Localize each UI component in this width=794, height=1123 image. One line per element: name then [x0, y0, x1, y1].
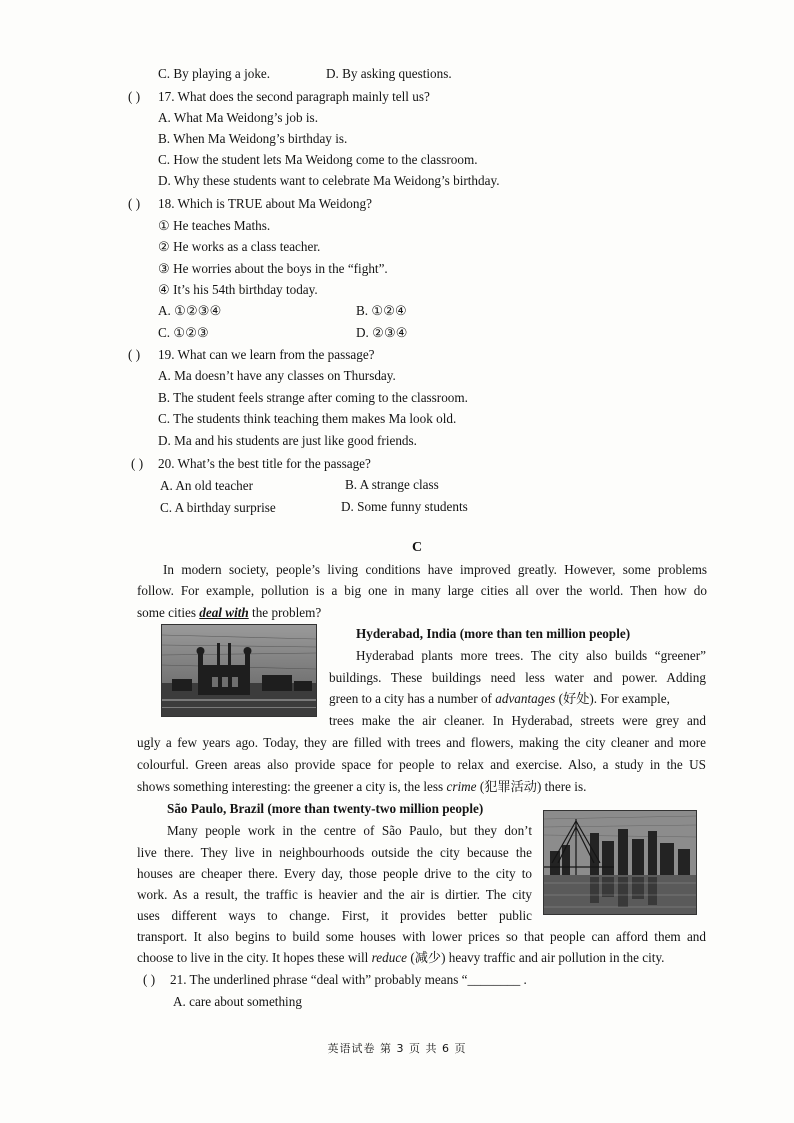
sao-paulo-line-4: work. As a result, the traffic is heavier and the air is dirtier. The city — [137, 887, 532, 902]
q19-option-c: C. The students think teaching them makes Ma look old. — [158, 411, 457, 426]
intro-line-3-end: the problem? — [248, 605, 322, 620]
hyderabad-line-7 — [137, 779, 586, 795]
intro-line-3 — [137, 605, 321, 621]
hyderabad-line-4: trees make the air cleaner. In Hyderabad, streets were grey and — [329, 713, 706, 728]
sao-paulo-line-6: transport. It also begins to build some houses with lower prices so that people can afford them and — [137, 929, 706, 944]
q18-option-a: A. ①②③④ — [158, 303, 222, 318]
q16-option-d: D. By asking questions. — [326, 66, 452, 81]
hyderabad-line-7-end: (犯罪活动) there is. — [476, 779, 587, 794]
intro-line-1: In modern society, people’s living conditions have improved greatly. However, some problems — [163, 562, 707, 577]
hyderabad-line-3 — [329, 691, 670, 707]
q20-option-c: C. A birthday surprise — [160, 500, 276, 515]
hyderabad-line-6: colourful. Green areas also provide space for people to relax and exercise. Also, a study in the US — [137, 757, 706, 772]
q16-option-c: C. By playing a joke. — [158, 66, 271, 81]
q19-option-d: D. Ma and his students are just like good friends. — [158, 433, 417, 448]
q20-option-d: D. Some funny students — [341, 499, 468, 514]
page-footer: 英语试卷 第 3 页 共 6 页 — [327, 1042, 467, 1055]
hyderabad-line-2: buildings. These buildings need less water and power. Adding — [329, 670, 706, 685]
hyderabad-heading: Hyderabad, India (more than ten million people) — [356, 626, 631, 641]
sao-paulo-line-7 — [137, 950, 664, 966]
sao-paulo-line-7-end: (减少) heavy traffic and air pollution in the city. — [407, 950, 665, 965]
q20-option-b: B. A strange class — [345, 477, 439, 492]
q17-answer-blank[interactable]: ( ) — [128, 89, 141, 104]
sao-paulo-line-2: live there. They live in neighbourhoods outside the city because the — [137, 845, 532, 860]
q18-answer-blank[interactable]: ( ) — [128, 196, 141, 211]
sao-paulo-photo-image — [544, 811, 696, 914]
q20-option-a: A. An old teacher — [160, 478, 254, 493]
underlined-phrase-deal-with: deal with — [199, 605, 249, 620]
q17-option-b: B. When Ma Weidong’s birthday is. — [158, 131, 348, 146]
q18-option-c: C. ①②③ — [158, 325, 209, 340]
q18-statement-3: ③ He worries about the boys in the “fight”. — [158, 261, 388, 276]
q18-option-b: B. ①②④ — [356, 303, 407, 318]
q21-answer-blank[interactable]: ( ) — [143, 972, 156, 987]
q18-statement-2: ② He works as a class teacher. — [158, 239, 321, 254]
q21-option-a: A. care about something — [173, 994, 302, 1009]
q19-answer-blank[interactable]: ( ) — [128, 347, 141, 362]
q18-option-d: D. ②③④ — [356, 325, 408, 340]
sao-paulo-photo — [543, 810, 697, 915]
q18-statement-1: ① He teaches Maths. — [158, 218, 271, 233]
hyderabad-line-3-end: (好处). For example, — [555, 691, 670, 706]
hyderabad-line-1: Hyderabad plants more trees. The city also builds “greener” — [356, 648, 706, 663]
sao-paulo-line-7-start: choose to live in the city. It hopes these will — [137, 950, 372, 965]
q17-option-d: D. Why these students want to celebrate Ma Weidong’s birthday. — [158, 173, 500, 188]
intro-line-3-start: some cities — [137, 605, 200, 620]
hyderabad-photo — [161, 624, 317, 717]
intro-line-2: follow. For example, pollution is a big one in many large cities all over the world. Then how do — [137, 583, 707, 598]
sao-paulo-line-5: uses different ways to change. First, it provides better public — [137, 908, 532, 923]
word-reduce: reduce — [371, 950, 408, 965]
hyderabad-line-7-start: shows something interesting: the greener a city is, the less — [137, 779, 447, 794]
sao-paulo-line-3: houses are cheaper there. Every day, those people drive to the city to — [137, 866, 532, 881]
q18-stem: 18. Which is TRUE about Ma Weidong? — [158, 196, 372, 211]
sao-paulo-heading: São Paulo, Brazil (more than twenty-two million people) — [167, 801, 484, 816]
q19-option-a: A. Ma doesn’t have any classes on Thursday. — [158, 368, 396, 383]
word-crime: crime — [446, 779, 477, 794]
q21-stem: 21. The underlined phrase “deal with” probably means “________ . — [170, 972, 527, 987]
q17-option-a: A. What Ma Weidong’s job is. — [158, 110, 318, 125]
q19-option-b: B. The student feels strange after coming to the classroom. — [158, 390, 468, 405]
q20-answer-blank[interactable]: ( ) — [131, 456, 144, 471]
q20-stem: 20. What’s the best title for the passage? — [158, 456, 371, 471]
hyderabad-line-3-start: green to a city has a number of — [329, 691, 496, 706]
q18-statement-4: ④ It’s his 54th birthday today. — [158, 282, 318, 297]
hyderabad-line-5: ugly a few years ago. Today, they are filled with trees and flowers, making the city cleaner and more — [137, 735, 706, 750]
word-advantages: advantages — [495, 691, 556, 706]
q17-option-c: C. How the student lets Ma Weidong come to the classroom. — [158, 152, 478, 167]
sao-paulo-line-1: Many people work in the centre of São Paulo, but they don’t — [167, 823, 532, 838]
hyderabad-photo-image — [162, 625, 316, 716]
section-c-heading: C — [412, 540, 423, 555]
q17-stem: 17. What does the second paragraph mainly tell us? — [158, 89, 430, 104]
q19-stem: 19. What can we learn from the passage? — [158, 347, 375, 362]
